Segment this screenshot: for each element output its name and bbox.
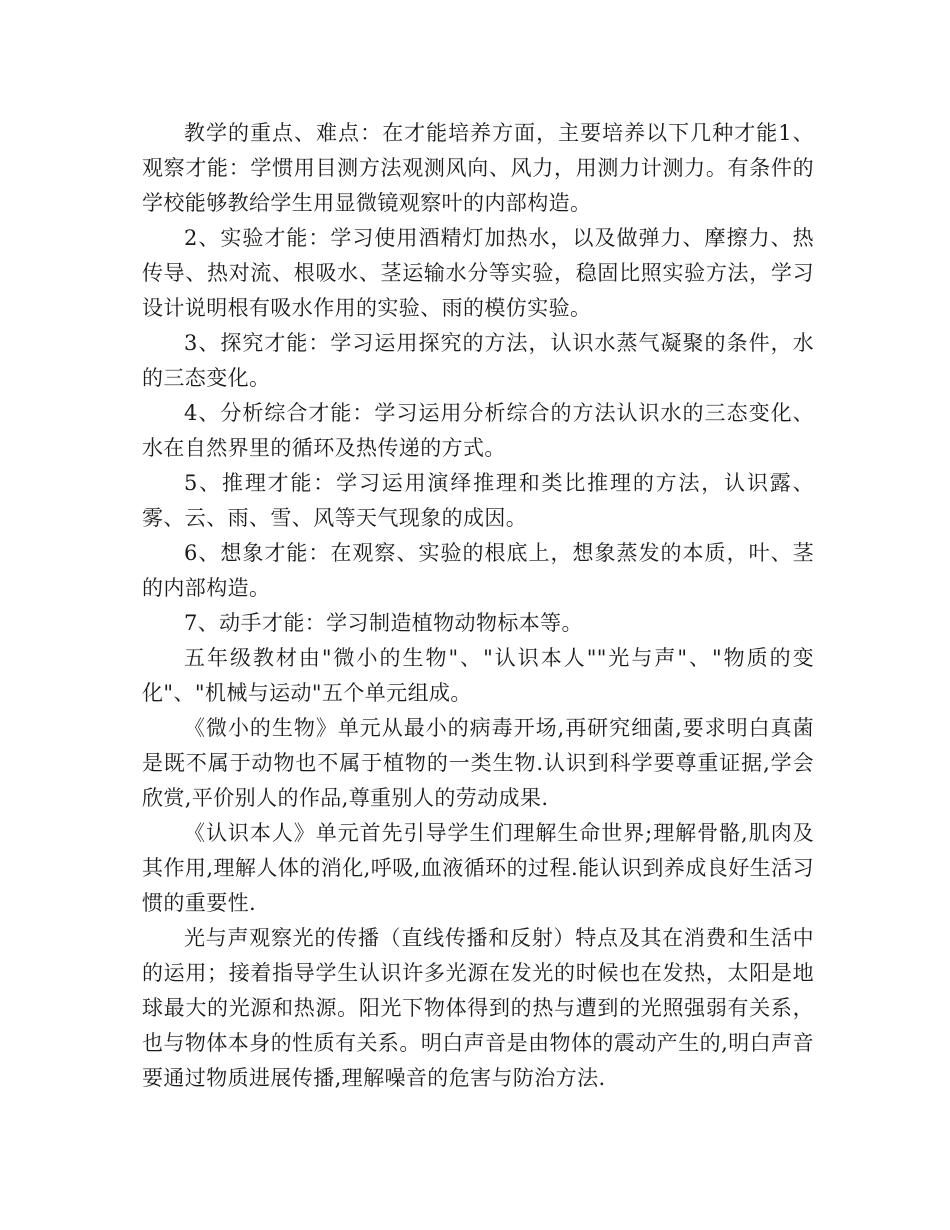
paragraph-analysis-ability: 4、分析综合才能：学习运用分析综合的方法认识水的三态变化、水在自然界里的循环及热传递的方式。 [142, 401, 814, 460]
paragraph-teaching-focus: 教学的重点、难点：在才能培养方面，主要培养以下几种才能1、观察才能：学惯用目测方法观测风向、风力，用测力计测力。有条件的学校能够教给学生用显微镜观察叶的内部构造。 [142, 121, 814, 215]
document-body [142, 116, 814, 1096]
paragraph-know-yourself-unit: 《认识本人》单元首先引导学生们理解生命世界;理解骨骼,肌肉及其作用,理解人体的消化,呼吸,血液循环的过程.能认识到养成良好生活习惯的重要性. [142, 821, 814, 915]
paragraph-reasoning-ability: 5、推理才能：学习运用演绎推理和类比推理的方法，认识露、雾、云、雨、雪、风等天气现象的成因。 [142, 471, 814, 530]
paragraph-light-and-sound-unit: 光与声观察光的传播（直线传播和反射）特点及其在消费和生活中的运用；接着指导学生认识许多光源在发光的时候也在发热，太阳是地球最大的光源和热源。阳光下物体得到的热与遭到的光照强弱有关系，也与物体本身的性质有关系。明白声音是由物体的震动产生的,明白声音要通过物质进展传播,理解噪音的危害与防治方法. [142, 926, 814, 1090]
paragraph-hands-on-ability: 7、动手才能：学习制造植物动物标本等。 [184, 611, 583, 635]
paragraph-experiment-ability: 2、实验才能：学习使用酒精灯加热水，以及做弹力、摩擦力、热传导、热对流、根吸水、茎运输水分等实验，稳固比照实验方法，学习设计说明根有吸水作用的实验、雨的模仿实验。 [142, 226, 814, 320]
paragraph-inquiry-ability: 3、探究才能：学习运用探究的方法，认识水蒸气凝聚的条件，水的三态变化。 [142, 331, 814, 390]
paragraph-grade-five-units: 五年级教材由"微小的生物"、"认识本人""光与声"、"物质的变化"、"机械与运动"五个单元组成。 [142, 646, 814, 705]
paragraph-tiny-organisms-unit: 《微小的生物》单元从最小的病毒开场,再研究细菌,要求明白真菌是既不属于动物也不属于植物的一类生物.认识到科学要尊重证据,学会欣赏,平价别人的作品,尊重别人的劳动成果. [142, 716, 814, 810]
paragraph-imagination-ability: 6、想象才能：在观察、实验的根底上，想象蒸发的本质，叶、茎的内部构造。 [142, 541, 814, 600]
